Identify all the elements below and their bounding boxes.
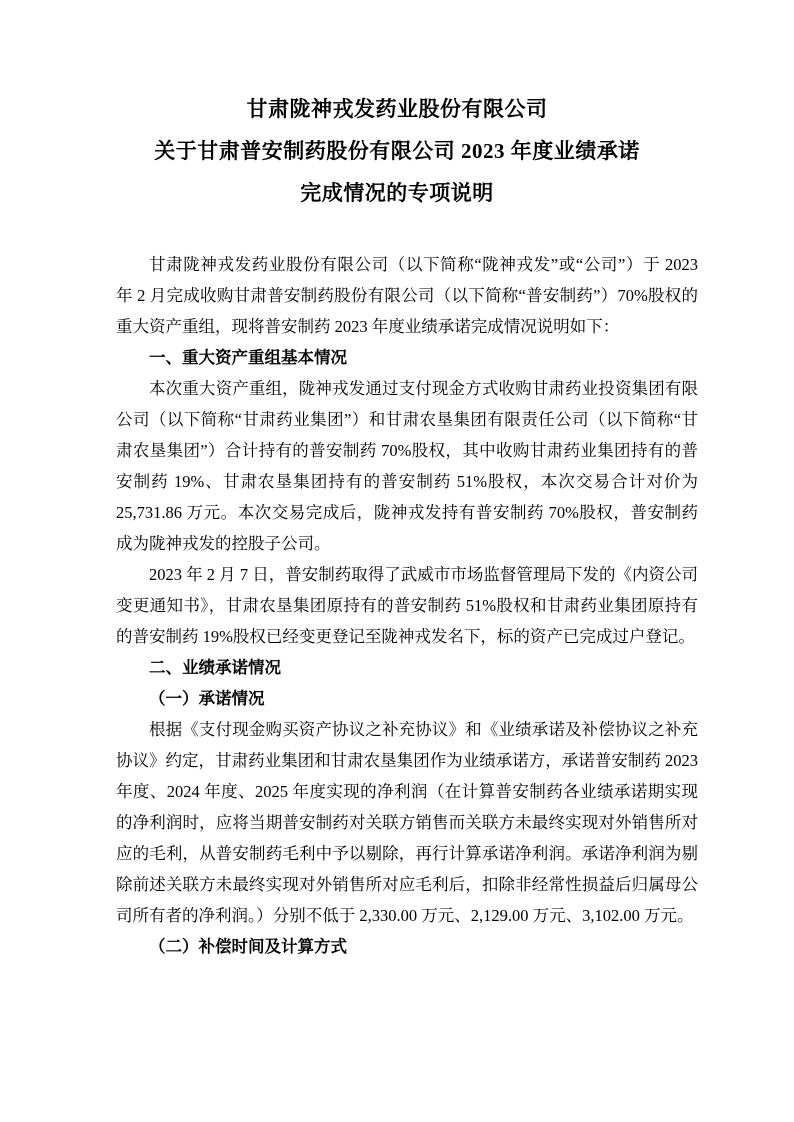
title-line-2: 关于甘肃普安制药股份有限公司 2023 年度业绩承诺: [154, 139, 640, 163]
body-paragraph: 甘肃陇神戎发药业股份有限公司（以下简称“陇神戎发”或“公司”）于 2023 年 2 月完成收购甘肃普安制药股份有限公司（以下简称“普安制药”）70%股权的重大资产重组，现将普安制药 2023 年度业绩承诺完成情况说明如下：: [116, 255, 698, 336]
document-body: [116, 249, 698, 962]
body-paragraph: 根据《支付现金购买资产协议之补充协议》和《业绩承诺及补偿协议之补充协议》约定，甘肃药业集团和甘肃农垦集团作为业绩承诺方，承诺普安制药 2023 年度、2024 年度、2025 年度实现的净利润（在计算普安制药各业绩承诺期实现的净利润时，应将当期普安制药对关联方销售而关联方未最终实现对外销售所对应的毛利，从普安制药毛利中予以剔除，再行计算承诺净利润。承诺净利润为剔除前述关联方未最终实现对外销售所对应毛利后，扣除非经常性损益后归属母公司所有者的净利润。）分别不低于 2,330.00 万元、2,129.00 万元、3,102.00 万元。: [116, 720, 698, 925]
section-heading: （二）补偿时间及计算方式: [149, 937, 347, 956]
document-title: [0, 0, 794, 214]
title-line-3: 完成情况的专项说明: [300, 181, 494, 205]
body-paragraph: 本次重大资产重组，陇神戎发通过支付现金方式收购甘肃药业投资集团有限公司（以下简称“甘肃药业集团”）和甘肃农垦集团有限责任公司（以下简称“甘肃农垦集团”）合计持有的普安制药 70%股权，其中收购甘肃药业集团持有的普安制药 19%、甘肃农垦集团持有的普安制药 51%股权，本次交易合计对价为 25,731.86 万元。本次交易完成后，陇神戎发持有普安制药 70%股权，普安制药成为陇神戎发的控股子公司。: [116, 379, 698, 553]
body-paragraph: 2023 年 2 月 7 日，普安制药取得了武威市市场监督管理局下发的《内资公司变更通知书》，甘肃农垦集团原持有的普安制药 51%股权和甘肃药业集团原持有的普安制药 19%股权已经变更登记至陇神戎发名下，标的资产已完成过户登记。: [116, 565, 698, 646]
section-heading: 二、业绩承诺情况: [149, 658, 281, 677]
section-heading: 一、重大资产重组基本情况: [149, 348, 347, 367]
title-line-1: 甘肃陇神戎发药业股份有限公司: [246, 97, 548, 121]
section-heading: （一）承诺情况: [149, 689, 265, 708]
